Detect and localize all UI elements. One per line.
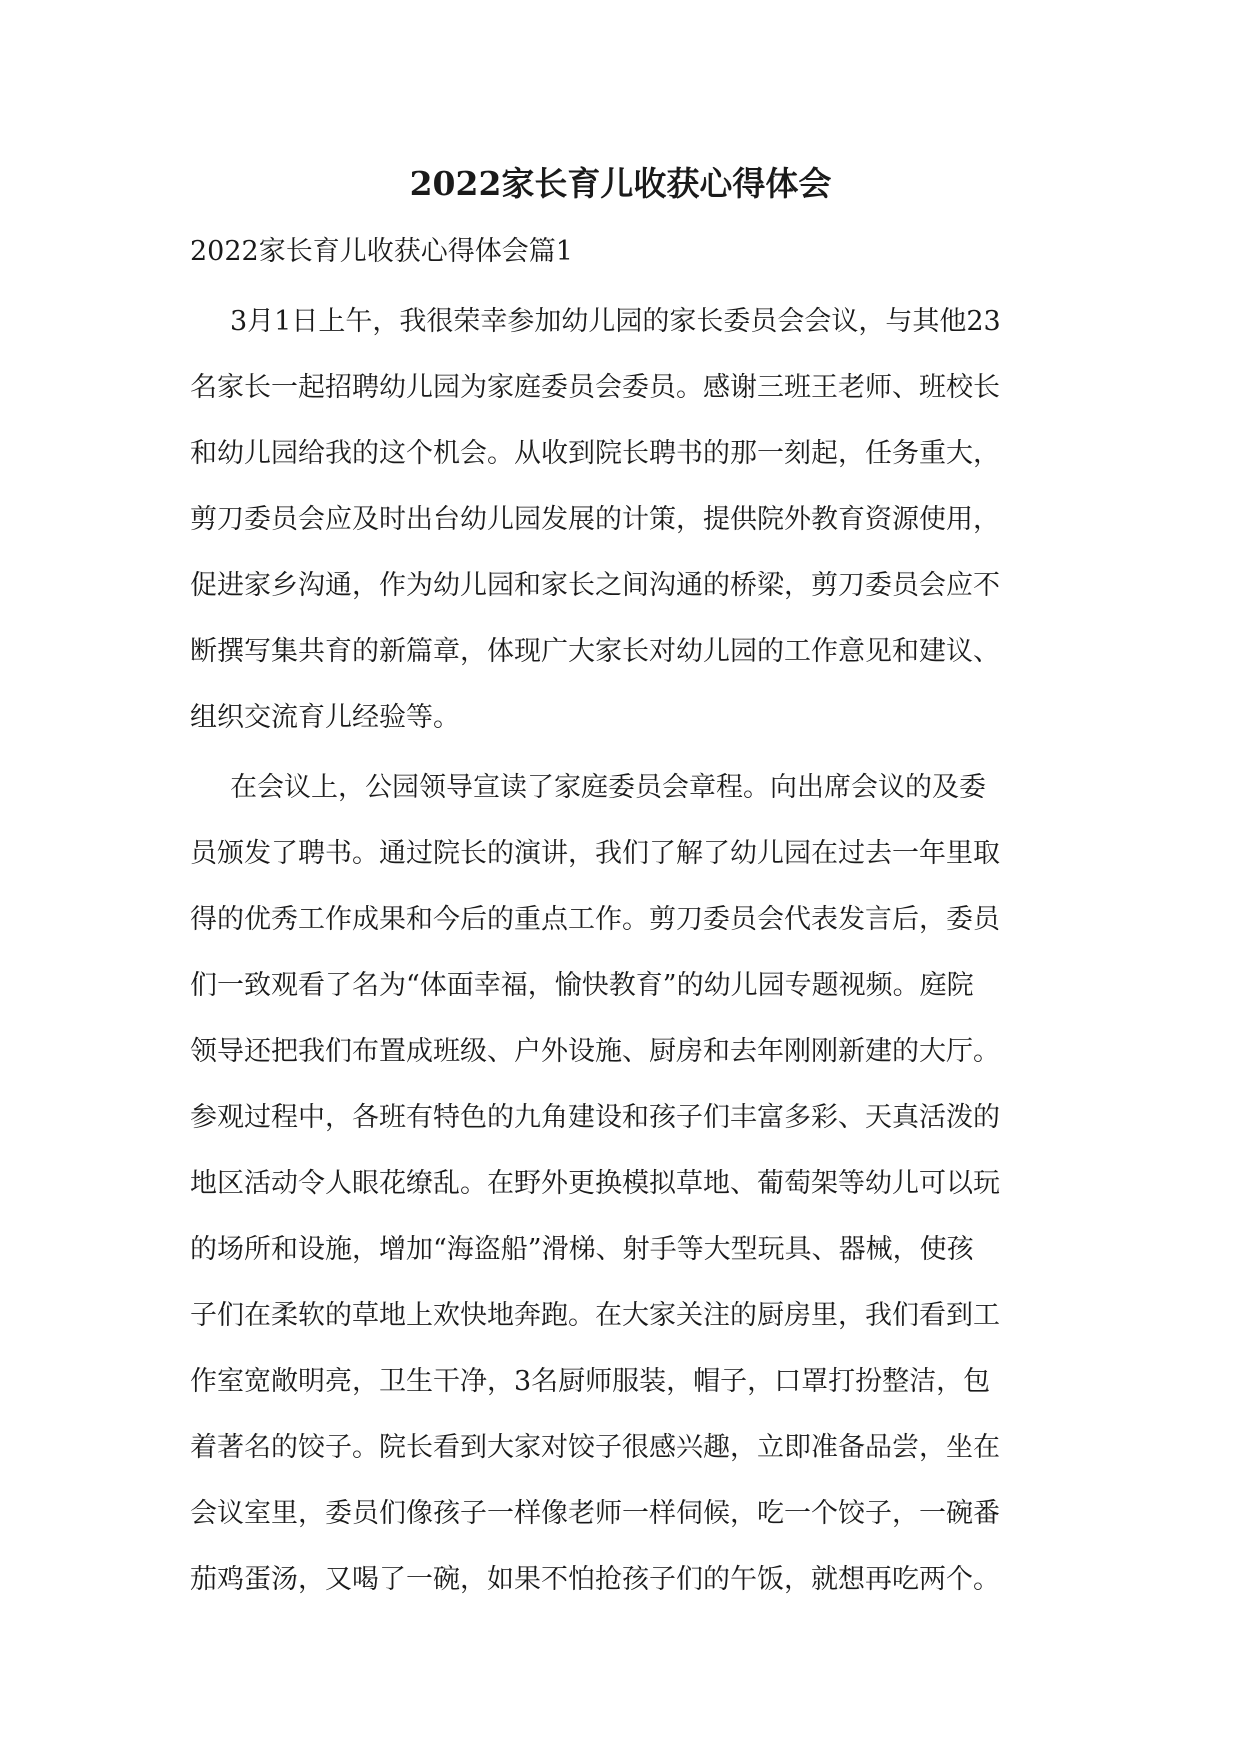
paragraph-1-line-2: 名家长一起招聘幼儿园为家庭委员会委员。感谢三班王老师、班校长	[190, 372, 1000, 403]
paragraph-2-line-4: 们一致观看了名为“体面幸福，愉快教育”的幼儿园专题视频。庭院	[190, 970, 974, 1001]
paragraph-2-line-11: 着著名的饺子。院长看到大家对饺子很感兴趣，立即准备品尝，坐在	[190, 1432, 1000, 1463]
section-heading: 2022家长育儿收获心得体会篇1	[190, 236, 573, 267]
paragraph-2-line-12: 会议室里，委员们像孩子一样像老师一样伺候，吃一个饺子，一碗番	[190, 1498, 1000, 1529]
paragraph-1-line-1: 3月1日上午，我很荣幸参加幼儿园的家长委员会会议，与其他23	[230, 306, 1001, 337]
paragraph-2-line-2: 员颁发了聘书。通过院长的演讲，我们了解了幼儿园在过去一年里取	[190, 838, 1000, 869]
paragraph-2-line-13: 茄鸡蛋汤，又喝了一碗，如果不怕抢孩子们的午饭，就想再吃两个。	[190, 1564, 1000, 1595]
paragraph-2-line-7: 地区活动令人眼花缭乱。在野外更换模拟草地、葡萄架等幼儿可以玩	[190, 1168, 1000, 1199]
document-title: 2022家长育儿收获心得体会	[409, 164, 832, 203]
paragraph-1-line-4: 剪刀委员会应及时出台幼儿园发展的计策，提供院外教育资源使用，	[190, 504, 1000, 535]
paragraph-2-line-5: 领导还把我们布置成班级、户外设施、厨房和去年刚刚新建的大厅。	[190, 1036, 1000, 1067]
paragraph-2-line-1: 在会议上，公园领导宣读了家庭委员会章程。向出席会议的及委	[230, 772, 986, 803]
paragraph-1-line-3: 和幼儿园给我的这个机会。从收到院长聘书的那一刻起，任务重大，	[190, 438, 1000, 469]
paragraph-2-line-9: 子们在柔软的草地上欢快地奔跑。在大家关注的厨房里，我们看到工	[190, 1300, 1000, 1331]
paragraph-2-line-8: 的场所和设施，增加“海盗船”滑梯、射手等大型玩具、器械，使孩	[190, 1234, 974, 1265]
paragraph-2-line-3: 得的优秀工作成果和今后的重点工作。剪刀委员会代表发言后，委员	[190, 904, 1000, 935]
paragraph-2-line-10: 作室宽敞明亮，卫生干净，3名厨师服装，帽子，口罩打扮整洁，包	[190, 1366, 991, 1397]
paragraph-2-line-6: 参观过程中，各班有特色的九角建设和孩子们丰富多彩、天真活泼的	[190, 1102, 1000, 1133]
paragraph-1-line-6: 断撰写集共育的新篇章，体现广大家长对幼儿园的工作意见和建议、	[190, 636, 1000, 667]
paragraph-1-line-7: 组织交流育儿经验等。	[190, 702, 460, 733]
paragraph-1-line-5: 促进家乡沟通，作为幼儿园和家长之间沟通的桥梁，剪刀委员会应不	[190, 570, 1000, 601]
